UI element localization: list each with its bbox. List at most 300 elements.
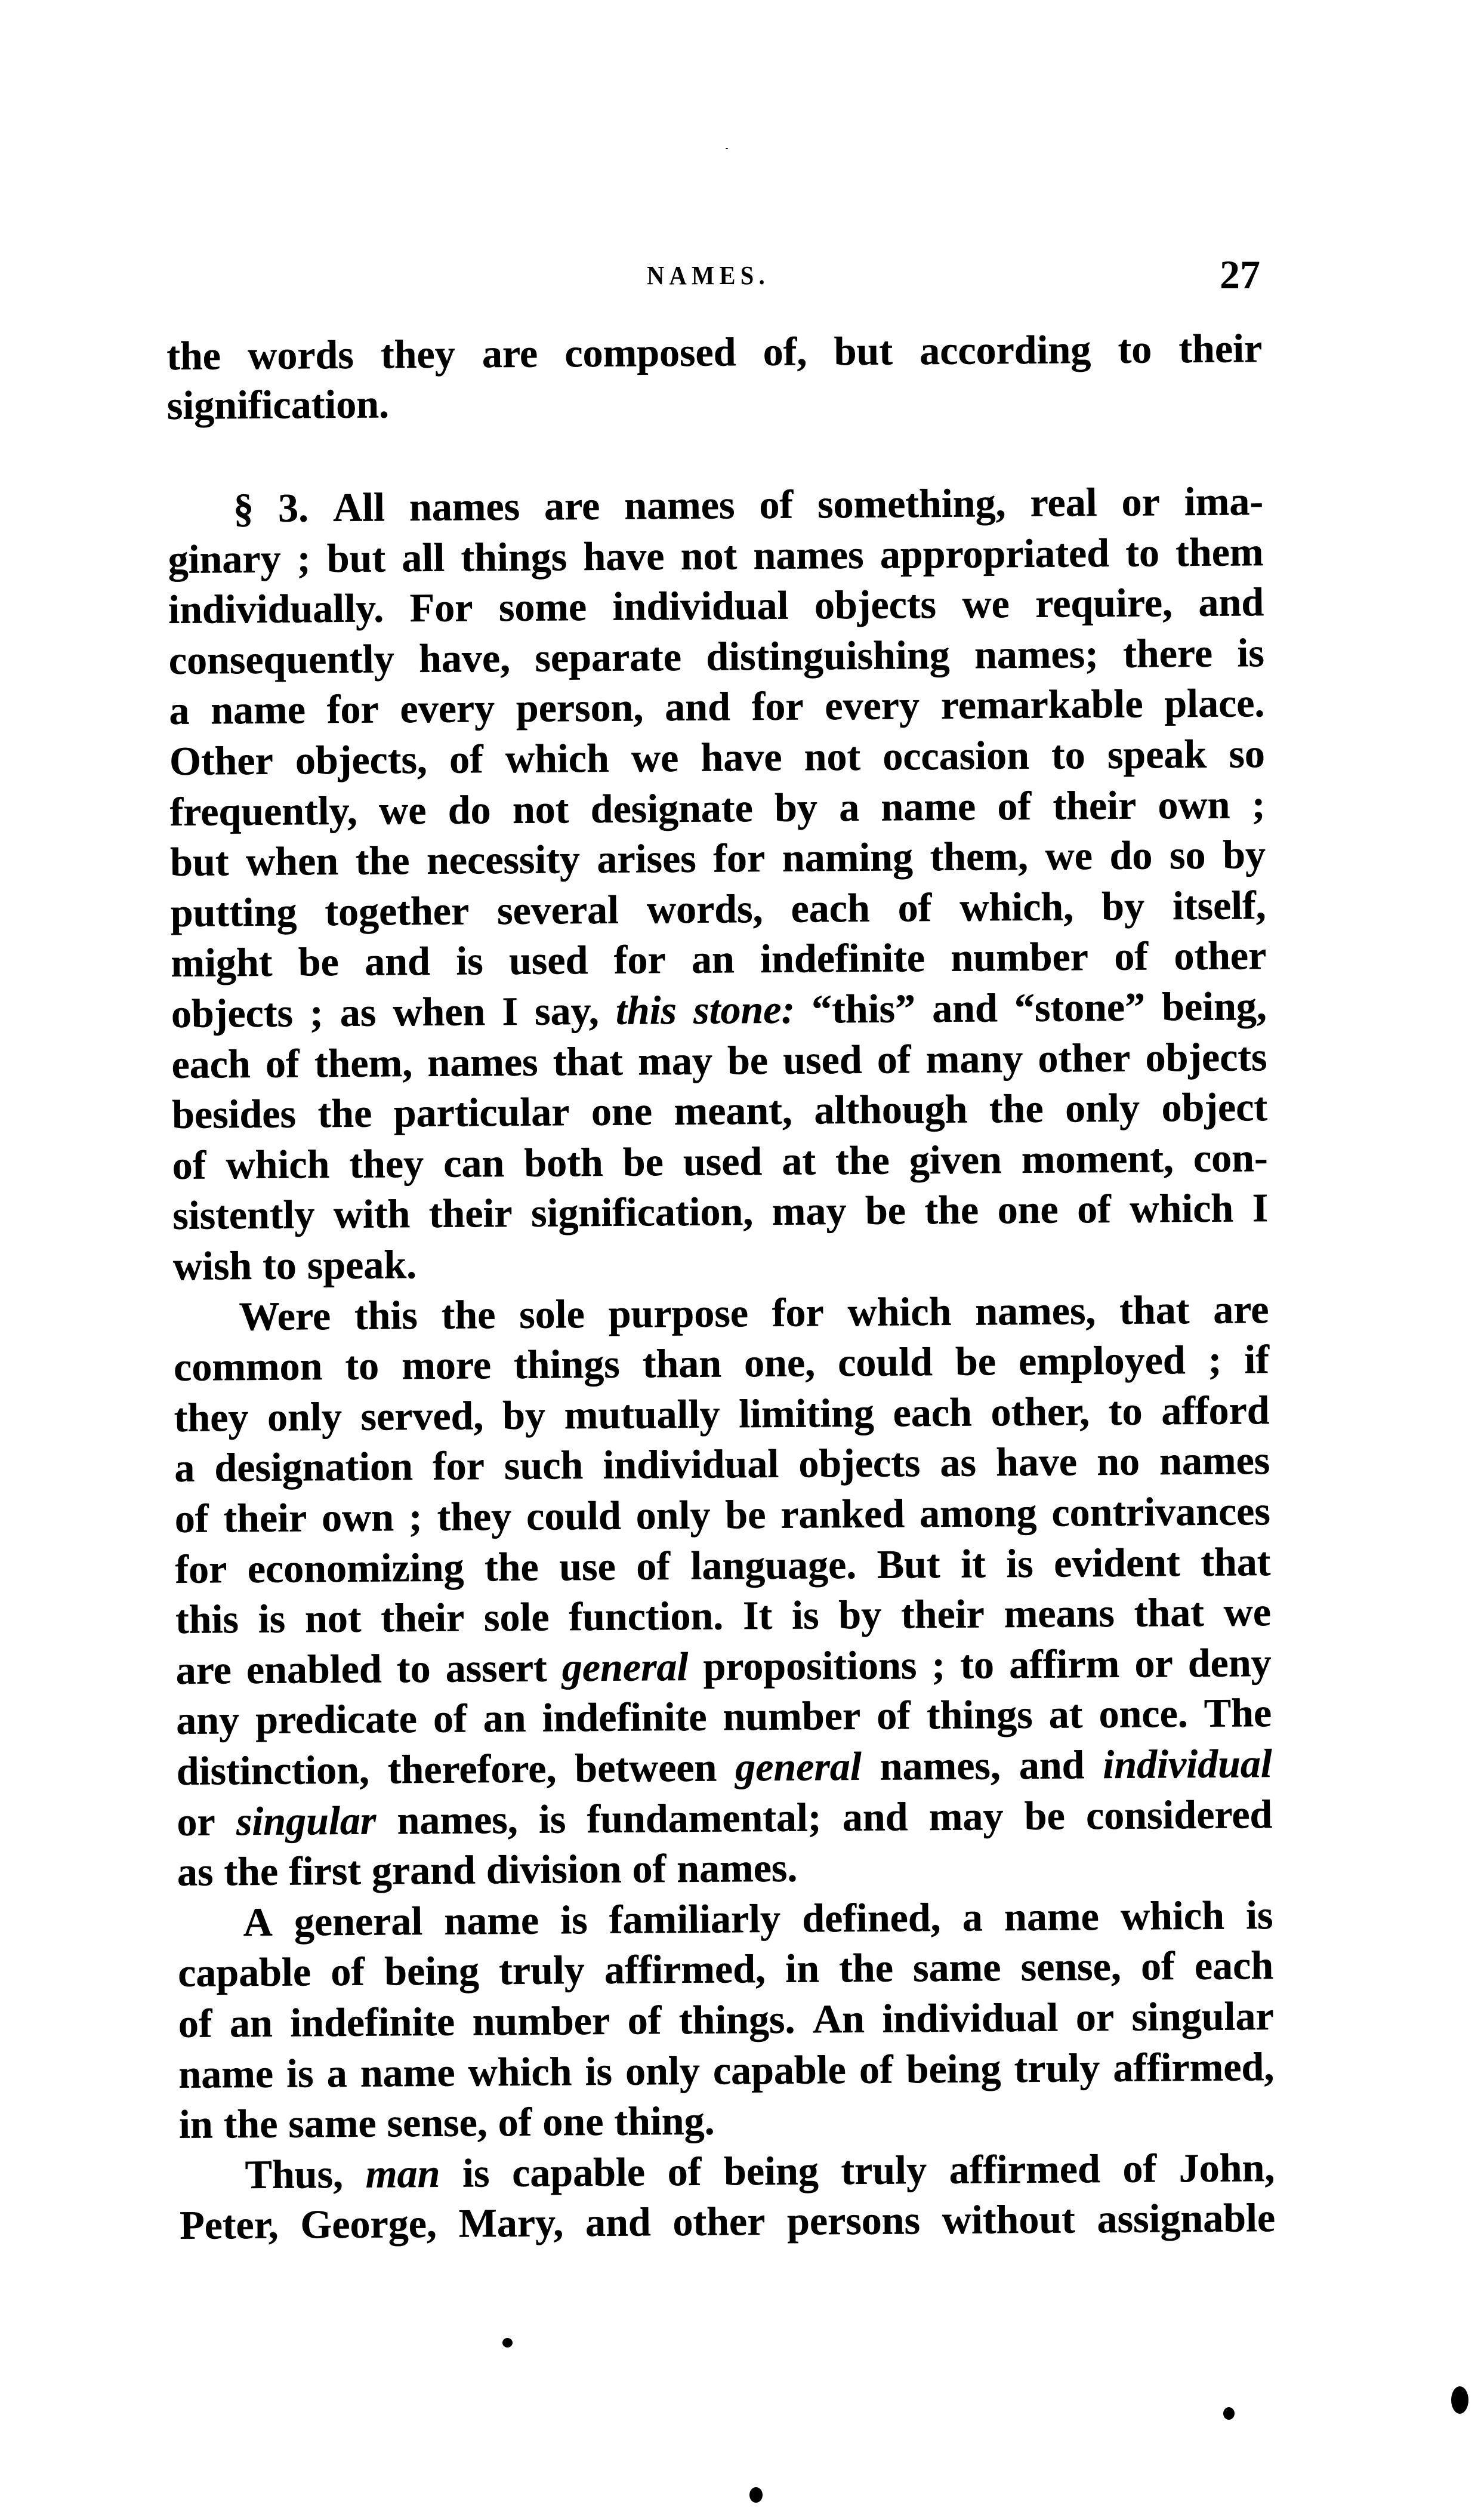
word: necessity: [426, 836, 581, 883]
word: some: [498, 584, 587, 630]
italic-word: man: [365, 2150, 440, 2196]
text-line: [175, 1637, 1272, 1695]
word: individual: [603, 1441, 779, 1488]
word: objects: [798, 1440, 921, 1487]
text-line: [177, 1738, 1273, 1796]
word: are: [1213, 1286, 1269, 1332]
word: by: [838, 1591, 882, 1638]
word: sole: [519, 1290, 585, 1337]
word: the: [224, 1848, 279, 1894]
text-line: [174, 1435, 1270, 1493]
word: persons: [786, 2197, 921, 2244]
word: real: [1030, 479, 1097, 525]
word: may: [637, 1037, 713, 1084]
word: used: [683, 1138, 763, 1184]
text-line: [172, 1082, 1268, 1139]
word: things.: [678, 1996, 795, 2043]
text-line: [169, 627, 1265, 685]
word: names: [624, 482, 735, 528]
word: so: [1229, 731, 1266, 777]
word: at: [1048, 1691, 1083, 1737]
word: division: [486, 1846, 622, 1893]
word: one: [997, 1186, 1059, 1233]
word: But: [877, 1541, 940, 1587]
word: Other: [169, 737, 274, 784]
word: “stone”: [1014, 984, 1146, 1031]
italic-word: singular: [236, 1797, 377, 1844]
word: such: [504, 1442, 584, 1489]
word: be: [1024, 1792, 1065, 1838]
word: Peter,: [179, 2202, 279, 2248]
word: of,: [763, 328, 807, 375]
word: the: [835, 1137, 890, 1184]
word: of: [876, 1692, 911, 1739]
text-line: [173, 1284, 1269, 1342]
word: 3.: [277, 485, 309, 531]
word: putting: [170, 889, 297, 935]
word: of: [759, 481, 794, 528]
word: use: [559, 1543, 616, 1589]
word: speak.: [307, 1241, 417, 1288]
word: is: [258, 1595, 286, 1642]
word: affirmed,: [1113, 2043, 1275, 2090]
word: name: [360, 2049, 455, 2096]
word: ;: [1208, 1336, 1222, 1383]
word: affirmed: [949, 2145, 1101, 2192]
word: therefore,: [387, 1745, 557, 1792]
word: afford: [1161, 1387, 1270, 1434]
word: each: [171, 1040, 251, 1087]
word: the: [838, 1945, 894, 1991]
word: Were: [239, 1292, 331, 1339]
word: of: [859, 2046, 893, 2092]
word: composed: [564, 329, 736, 376]
ink-speck: [726, 148, 728, 149]
word: or: [1134, 1640, 1173, 1686]
word: employed: [1018, 1337, 1186, 1384]
word: by: [502, 1392, 546, 1438]
text-line: [177, 1839, 1273, 1897]
word: not: [512, 785, 569, 832]
word: consequently: [168, 636, 394, 683]
word: their: [381, 1594, 465, 1641]
word: an: [483, 1695, 526, 1741]
word: number: [723, 1693, 861, 1739]
text-line: [177, 1789, 1273, 1847]
word: they: [437, 1493, 512, 1539]
word: sole: [483, 1594, 550, 1640]
word: signification.: [166, 381, 390, 428]
text-line: [168, 526, 1264, 584]
word: separate: [535, 633, 682, 680]
word: remarkable: [940, 680, 1143, 728]
word: of: [449, 736, 484, 782]
word: defined,: [802, 1894, 941, 1941]
word: signification,: [530, 1188, 754, 1236]
word: that: [1201, 1538, 1271, 1585]
word: the: [223, 2100, 278, 2147]
word: is: [462, 2150, 490, 2196]
word: although: [814, 1086, 968, 1133]
word: be: [727, 1037, 769, 1083]
word: truly: [498, 1947, 585, 1994]
word: for: [432, 1443, 485, 1489]
word: be: [955, 1338, 996, 1384]
word: for: [713, 835, 766, 881]
italic-word: individual: [1103, 1740, 1273, 1788]
word: and: [664, 683, 731, 730]
word: one,: [743, 1339, 816, 1386]
word: for: [326, 686, 379, 732]
word: to: [1118, 326, 1152, 372]
word: but: [169, 839, 229, 885]
word: ima-: [1184, 478, 1264, 525]
word: words: [247, 331, 354, 378]
word: have: [701, 734, 782, 780]
word: to: [396, 1645, 431, 1692]
word: their: [428, 1190, 513, 1237]
word: of: [331, 1949, 365, 1995]
word: for: [613, 936, 666, 983]
word: we: [1045, 833, 1093, 879]
word: be: [725, 1492, 766, 1538]
word: is: [1245, 1891, 1273, 1938]
word: language.: [690, 1541, 857, 1588]
word: which: [468, 2048, 572, 2095]
word: could: [837, 1339, 933, 1385]
word: distinction,: [176, 1746, 370, 1794]
word: §: [233, 485, 254, 531]
word: appropriated: [880, 529, 1110, 577]
word: of: [627, 1997, 662, 2043]
word: their: [1178, 325, 1263, 372]
text-line: [171, 931, 1267, 988]
word: frequently,: [169, 787, 358, 834]
word: of: [265, 1040, 300, 1086]
word: once.: [1099, 1690, 1188, 1737]
word: It: [742, 1592, 773, 1638]
word: name: [444, 1897, 539, 1943]
word: for: [772, 1289, 824, 1335]
word: or: [177, 1798, 215, 1844]
word: the: [924, 1187, 979, 1233]
word: but: [834, 328, 893, 374]
text-line: [174, 1334, 1270, 1392]
word: of: [1122, 2145, 1157, 2191]
word: mutually: [564, 1391, 720, 1438]
ink-speck: [1223, 2407, 1235, 2420]
word: number: [951, 934, 1089, 981]
word: For: [409, 584, 473, 631]
word: so: [1169, 832, 1206, 878]
word: of: [498, 2099, 532, 2145]
word: every: [400, 685, 495, 732]
text-line: [171, 981, 1267, 1039]
word: naming: [782, 834, 914, 881]
word: as: [940, 1439, 977, 1486]
word: names: [1159, 1437, 1270, 1484]
word: being: [906, 2045, 1001, 2092]
word: this: [175, 1596, 239, 1643]
word: other: [1174, 932, 1267, 979]
word: no: [1096, 1438, 1140, 1484]
word: considered: [1085, 1791, 1273, 1838]
word: other: [1038, 1034, 1131, 1081]
word: ;: [309, 990, 323, 1036]
word: but: [326, 535, 386, 581]
word: ranked: [780, 1490, 905, 1537]
word: their: [1053, 782, 1137, 828]
word: only: [625, 2047, 701, 2094]
word: itself,: [1172, 882, 1267, 929]
word: indefinite: [542, 1694, 707, 1741]
word: ginary: [168, 535, 281, 582]
word: things: [461, 533, 567, 580]
word: may: [928, 1792, 1004, 1839]
word: is: [585, 2048, 613, 2094]
word: same: [912, 1944, 1001, 1991]
word: they: [349, 1140, 424, 1187]
word: is: [1237, 629, 1265, 676]
word: each: [893, 1389, 973, 1435]
word: ;: [408, 1494, 422, 1540]
word: the: [484, 1544, 539, 1589]
word: evident: [1053, 1539, 1181, 1586]
word: being,: [1161, 983, 1267, 1030]
word: as: [177, 1849, 214, 1895]
word: individually.: [168, 585, 384, 633]
word: names;: [974, 630, 1099, 677]
body-text: [166, 323, 1276, 2300]
word: together: [325, 888, 470, 934]
text-line: [175, 1486, 1271, 1544]
ink-speck: [749, 2487, 763, 2503]
word: particular: [393, 1089, 570, 1136]
word: and: [1019, 1742, 1085, 1788]
word: if: [1244, 1336, 1270, 1382]
word: to: [1051, 732, 1085, 778]
word: an: [691, 936, 735, 982]
word: it: [960, 1541, 986, 1586]
page-number: 27: [1220, 252, 1260, 297]
word: things: [926, 1692, 1033, 1738]
word: of: [433, 1695, 467, 1742]
word: con-: [1193, 1134, 1268, 1181]
word: The: [1204, 1690, 1272, 1736]
word: be: [622, 1139, 664, 1185]
word: and: [931, 985, 998, 1031]
word: moment,: [1021, 1135, 1174, 1182]
word: of: [877, 1036, 911, 1082]
word: any: [175, 1697, 240, 1743]
word: distinguishing: [706, 631, 950, 679]
word: between: [575, 1744, 717, 1791]
word: that: [553, 1038, 624, 1085]
word: several: [496, 886, 619, 933]
word: do: [1109, 832, 1153, 879]
word: contrivances: [1051, 1488, 1271, 1535]
word: are: [175, 1647, 232, 1693]
word: that: [1134, 1589, 1205, 1635]
word: things: [513, 1341, 620, 1388]
text-line: [171, 880, 1267, 938]
word: designation: [214, 1443, 414, 1490]
text-line: [171, 1031, 1267, 1089]
word: both: [524, 1139, 603, 1185]
word: an: [229, 2000, 273, 2046]
word: occasion: [883, 732, 1030, 779]
word: something,: [817, 480, 1006, 527]
word: of: [667, 2148, 702, 2195]
word: which: [505, 735, 610, 782]
word: indefinite: [290, 1998, 455, 2045]
word: is: [560, 1896, 588, 1943]
word: which: [1120, 1892, 1225, 1939]
word: for: [175, 1545, 227, 1592]
word: could: [526, 1492, 622, 1539]
word: they: [174, 1394, 249, 1440]
word: number: [472, 1997, 610, 2044]
word: given: [909, 1136, 1002, 1183]
word: many: [925, 1035, 1023, 1082]
word: of: [178, 2000, 212, 2046]
word: sense,: [387, 2099, 488, 2146]
word: arises: [597, 836, 696, 882]
text-line: [178, 2041, 1275, 2099]
word: of: [1114, 933, 1149, 979]
word: “this”: [811, 985, 916, 1032]
word: function.: [569, 1592, 724, 1640]
word: be: [298, 939, 340, 985]
word: not: [680, 532, 738, 578]
word: capable: [712, 2046, 847, 2093]
word: Thus,: [245, 2151, 344, 2197]
word: or: [1075, 1994, 1115, 2040]
word: other,: [991, 1388, 1090, 1435]
word: as: [340, 989, 377, 1035]
word: ;: [1251, 781, 1266, 827]
word: them: [1175, 528, 1264, 575]
word: singular: [1131, 1993, 1274, 2040]
word: Mary,: [458, 2199, 564, 2247]
word: for: [751, 683, 804, 729]
word: of: [636, 1542, 671, 1589]
word: require,: [1035, 580, 1173, 627]
word: are: [482, 330, 538, 377]
text-line: [178, 1991, 1275, 2048]
italic-word: general: [735, 1743, 862, 1790]
word: being: [723, 2148, 819, 2194]
ink-speck: [1451, 2386, 1468, 2414]
word: and: [364, 938, 431, 985]
word: common: [173, 1343, 323, 1390]
word: a: [169, 688, 190, 734]
running-head: [0, 252, 1481, 297]
word: of: [1076, 1186, 1112, 1232]
word: have: [583, 532, 665, 579]
word: affirm: [1008, 1640, 1120, 1687]
text-line: [178, 1940, 1274, 1998]
text-line: [166, 323, 1263, 381]
text-line: [180, 2192, 1276, 2250]
word: capable: [511, 2149, 646, 2195]
word: to: [345, 1342, 379, 1389]
word: meant,: [674, 1087, 793, 1134]
word: own: [1158, 781, 1230, 828]
word: truly: [841, 2146, 927, 2193]
word: which: [1130, 1185, 1234, 1232]
word: and: [842, 1793, 908, 1840]
word: than: [642, 1340, 722, 1387]
word: to: [262, 1242, 297, 1288]
word: one: [542, 2099, 604, 2145]
word: each: [791, 885, 871, 931]
text-line: [179, 2091, 1275, 2149]
word: all: [402, 534, 445, 580]
word: names: [409, 483, 520, 530]
word: besides: [171, 1090, 297, 1138]
word: I: [502, 988, 519, 1034]
word: which,: [959, 883, 1074, 930]
word: or: [1121, 479, 1161, 525]
word: purpose: [608, 1289, 749, 1336]
word: only: [267, 1393, 343, 1440]
word: each: [1194, 1942, 1274, 1989]
word: names: [427, 1039, 538, 1085]
word: person,: [516, 684, 644, 731]
word: a: [174, 1445, 195, 1491]
word: a: [962, 1894, 983, 1940]
word: may: [772, 1188, 847, 1234]
word: words,: [646, 885, 763, 932]
running-title: NAMES.: [647, 261, 770, 290]
word: the: [166, 332, 221, 378]
word: fundamental;: [587, 1794, 822, 1841]
word: means: [1004, 1590, 1115, 1637]
word: name: [178, 2050, 274, 2097]
word: this: [354, 1292, 418, 1338]
word: objects,: [295, 736, 428, 783]
word: their: [223, 1495, 307, 1541]
word: names,: [880, 1742, 1001, 1789]
word: do: [448, 786, 491, 833]
word: grand: [371, 1847, 476, 1893]
word: predicate: [255, 1696, 418, 1743]
word: used: [783, 1036, 862, 1083]
word: is: [456, 938, 483, 984]
word: An: [812, 1995, 865, 2042]
text-line: [174, 1385, 1270, 1443]
word: say,: [534, 987, 600, 1034]
word: is: [538, 1795, 566, 1842]
word: them,: [930, 833, 1029, 880]
word: being: [384, 1948, 480, 1994]
word: is: [791, 1592, 819, 1638]
word: affirmed,: [604, 1946, 766, 1993]
word: we: [631, 735, 679, 781]
word: All: [332, 484, 385, 531]
text-line: [169, 728, 1266, 786]
word: more: [401, 1342, 492, 1388]
word: of: [174, 1495, 209, 1541]
word: they: [380, 331, 455, 377]
word: at: [782, 1138, 816, 1184]
text-line: [167, 372, 1263, 430]
word: not: [304, 1595, 362, 1641]
word: speak: [1107, 731, 1207, 778]
word: not: [804, 733, 861, 780]
text-line: [168, 577, 1264, 634]
